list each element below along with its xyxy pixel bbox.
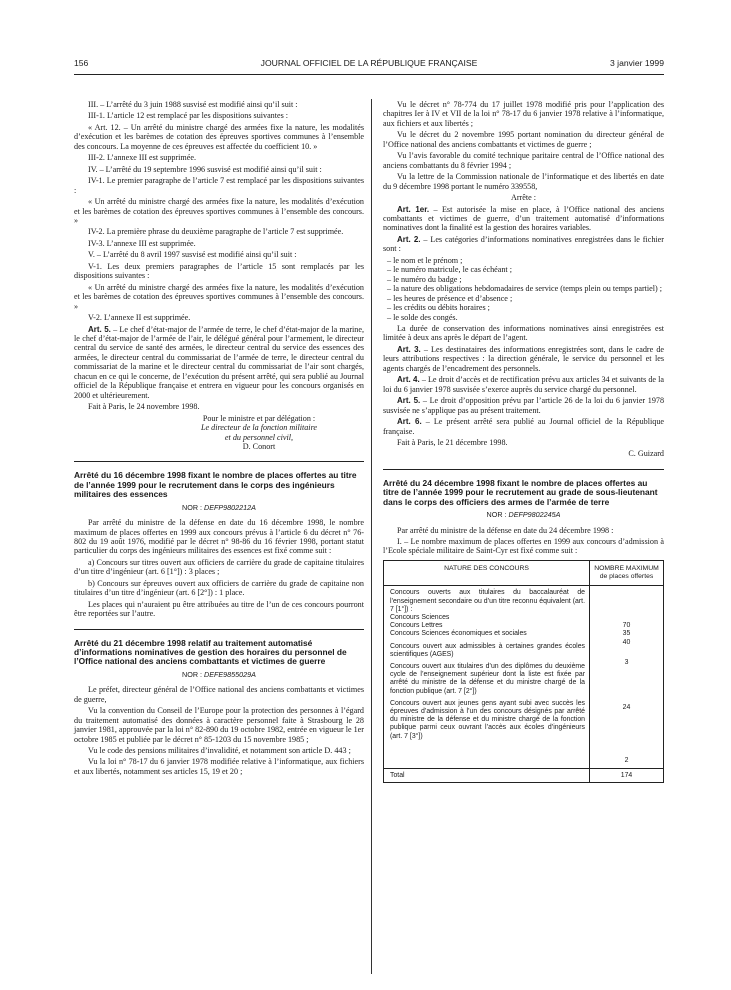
section-rule [74, 461, 364, 462]
concours-item: Concours ouvert aux admissibles à certaines grandes écoles scientifiques (AGES) [390, 642, 585, 658]
paragraph: Vu l’avis favorable du comité technique paritaire central de l’Office national des anciens combattants du 8 février 1994 ; [383, 151, 664, 170]
article-3 [383, 345, 664, 373]
table-header-row [384, 560, 664, 585]
paragraph: « Art. 12. – Un arrêté du ministre chargé des armées fixe la nature, les modalités d’exécution et les barèmes de cotation des épreuves sportives communes à l’ensemble des concours. La moyenne de ces épreuves est affectée du coefficient 10. » [74, 122, 364, 151]
paragraph: Le préfet, directeur général de l’Office national des anciens combattants et victimes de guerre, [74, 685, 364, 704]
article-label: Art. 1er. [397, 204, 430, 214]
article-label: Art. 5. [397, 396, 421, 406]
column-divider [371, 99, 372, 974]
table-cell: 174 [590, 768, 664, 782]
signature-line: Le directeur de la fonction militaire [200, 423, 318, 433]
nor-reference [383, 510, 664, 519]
header-line: de places offertes [599, 573, 654, 581]
places-value: 24 [622, 704, 631, 712]
section-rule [74, 629, 364, 630]
journal-title: JOURNAL OFFICIEL DE LA RÉPUBLIQUE FRANÇAISE [260, 58, 478, 68]
list-item: – le numéro matricule, le cas échéant ; [387, 265, 512, 275]
paragraph: Par arrêté du ministre de la défense en date du 16 décembre 1998, le nombre maximum de places offertes en 1999 aux concours prévus à l’article 6 du décret n° 76-802 du 19 août 1976, modifié par le décret n° 98-86 du 16 février 1998, portant statut particulier du corps des ingénieurs militaires des essences est fixé comme suit : [74, 518, 364, 556]
places-value: 2 [624, 757, 629, 765]
issue-date: 3 janvier 1999 [610, 58, 664, 68]
paragraph: IV-2. La première phrase du deuxième paragraphe de l’article 7 est supprimée. [88, 227, 344, 237]
header-line: NOMBRE MAXIMUM [594, 564, 659, 572]
paragraph: III. – L’arrêté du 3 juin 1988 susvisé est modifié ainsi qu’il suit : [88, 100, 298, 109]
paragraph: IV. – L’arrêté du 19 septembre 1996 susvisé est modifié ainsi qu’il suit : [88, 164, 322, 174]
paragraph: Les places qui n’auraient pu être attribuées au titre de l’un de ces concours pourront être reportées sur l’autre. [74, 599, 364, 619]
article-text: – Le droit d’opposition prévu par l’article 26 de la loi du 6 janvier 1978 susvisée ne s’applique pas au présent traitement. [383, 396, 665, 415]
paragraph: III-2. L’annexe III est supprimée. [88, 153, 196, 163]
concours-item: Concours ouvert aux titulaires d’un des diplômes du deuxième cycle de l’enseignement supérieur dont la liste est fixée par arrêté du ministre de la défense et du ministre chargé de la fonction publique (art. 7 [2°]) [390, 662, 585, 695]
paragraph: Par arrêté du ministre de la défense en date du 24 décembre 1998 : [397, 525, 614, 535]
page-header [74, 58, 664, 72]
article-text: – Le chef d’état-major de l’armée de terre, le chef d’état-major de la marine, le chef d’état-major de l’armée de l’air, le délégué général pour l’armement, le directeur central du service de santé des armées, le directeur central du service des essences des armées, le directeur central du commissariat de l’armée de terre, le directeur central du commissariat de la marine et le directeur central du commissariat de l’air sont chargés, chacun en ce qui le concerne, de l’exécution du présent arrêté, qui sera publié au Journal officiel de la République française et entrera en vigueur pour les concours organisés en 2000 et ultérieurement. [74, 324, 364, 400]
article-text: – Le présent arrêté sera publié au Journal officiel de la République française. [383, 417, 664, 436]
decree-title: Arrêté du 24 décembre 1998 fixant le nombre de places offertes au titre de l’année 1999 pour le recrutement au grade de sous-lieutenant dans le corps des officiers des armes de l’armée de terre [383, 477, 658, 507]
paragraph: b) Concours sur épreuves ouvert aux officiers de carrière du grade de capitaine non titulaires d’un titre d’ingénieur (art. 6 [2°]) : 1 place. [74, 578, 364, 598]
paragraph: Vu la loi n° 78-17 du 6 janvier 1978 modifiée relative à l’informatique, aux fichiers et aux libertés, notamment ses articles 15, 19 et 20 ; [74, 757, 364, 776]
article-text: – Le droit d’accès et de rectification prévu aux articles 34 et suivants de la loi du 6 janvier 1978 susvisée s’exerce auprès du service chargé du personnel. [383, 375, 664, 394]
nor-reference [74, 670, 364, 679]
list-item: – le nom et le prénom ; [387, 255, 463, 265]
nor-label: NOR : [182, 502, 204, 512]
article-2 [383, 235, 664, 254]
paragraph: Vu la lettre de la Commission nationale de l’informatique et des libertés en date du 9 décembre 1998 portant le numéro 339558, [383, 172, 664, 191]
concours-item: Concours ouvert aux jeunes gens ayant subi avec succès les épreuves d’admission à l’un des concours désignés par arrêté du ministre de la défense et du ministre chargé de la fonction publique parmi ceux ouvrant l’accès aux écoles d’ingénieurs (art. 7 [3°]) [390, 699, 585, 740]
list-item: – les crédits ou débits horaires ; [387, 303, 490, 313]
page-number: 156 [74, 58, 89, 68]
paragraph: V. – L’arrêté du 8 avril 1997 susvisé est modifié ainsi qu’il suit : [88, 250, 297, 260]
signature-line: Pour le ministre et par délégation : [202, 413, 316, 423]
table-cell [384, 586, 590, 768]
nor-label: NOR : [486, 510, 509, 520]
nor-code: DEFP9802245A [508, 510, 561, 520]
fait-a-paris: Fait à Paris, le 24 novembre 1998. [88, 402, 200, 412]
signature-block [74, 414, 364, 452]
concours-item: Concours Sciences [390, 613, 450, 621]
article-5 [74, 325, 364, 401]
concours-item: Concours Sciences économiques et sociales [390, 630, 527, 638]
article-1 [383, 205, 664, 233]
paragraph: « Un arrêté du ministre chargé des armées fixe la nature, les modalités d’exécution et les barèmes de cotation des épreuves sportives communes à l’ensemble des concours. » [74, 282, 364, 311]
fait-a-paris: Fait à Paris, le 21 décembre 1998. [397, 437, 508, 447]
article-label: Art. 3. [397, 344, 421, 354]
nor-code: DEFP9802212A [204, 502, 256, 512]
article-6 [383, 417, 664, 436]
article-label: Art. 4. [397, 375, 420, 385]
article-text: – Est autorisée la mise en place, à l’Office national des anciens combattants et victimes de guerre, d’un traitement automatisé d’informations nominatives dont la finalité est la gestion des horaires variables. [383, 204, 664, 233]
paragraph: I. – Le nombre maximum de places offertes en 1999 aux concours d’admission à l’Ecole spéciale militaire de Saint-Cyr est fixé comme suit : [383, 536, 664, 556]
signature-line: et du personnel civil, [224, 432, 294, 442]
list-item: – le numéro du badge ; [387, 274, 462, 284]
places-value: 40 [622, 638, 631, 646]
article-label: Art. 6. [397, 417, 422, 427]
list-item: – la nature des obligations hebdomadaires de service (temps plein ou temps partiel) ; [387, 284, 663, 294]
article-label: Art. 2. [397, 234, 421, 244]
article-text: – Les catégories d’informations nominatives enregistrées dans le fichier sont : [383, 234, 664, 254]
header-rule [74, 74, 664, 75]
article-5 [383, 396, 664, 415]
nor-code: DEFE9855029A [204, 669, 256, 679]
arrete-heading: Arrête : [510, 193, 537, 203]
table-cell: Total [384, 768, 590, 782]
signatory-name: C. Guizard [628, 449, 664, 459]
concours-group-text: Concours ouverts aux titulaires du baccalauréat de l’enseignement secondaire ou d’un titre reconnu équivalent (art. 7 [1°]) : [390, 589, 585, 613]
paragraph: IV-1. Le premier paragraphe de l’article 7 est remplacé par les dispositions suivantes : [74, 176, 364, 195]
nor-reference [74, 503, 364, 512]
concours-item: Concours Lettres [390, 622, 443, 630]
table-cell [590, 586, 664, 768]
nor-label: NOR : [182, 669, 204, 679]
left-column [74, 100, 364, 778]
section-rule [383, 469, 664, 470]
column-header: NATURE DES CONCOURS [384, 560, 590, 585]
places-value: 35 [622, 630, 631, 638]
paragraph: Vu le décret n° 78-774 du 17 juillet 1978 modifié pris pour l’application des chapitres Ier à IV et VII de la loi n° 78-17 du 6 janvier 1978 relative à l’informatique, aux fichiers et aux libertés ; [383, 100, 664, 128]
table-row [384, 586, 664, 768]
right-column [383, 100, 664, 783]
list-item: – le solde des congés. [387, 312, 458, 322]
paragraph: « Un arrêté du ministre chargé des armées fixe la nature, les modalités d’exécution et les barèmes de cotation des épreuves sportives communes à l’ensemble des concours. » [74, 197, 364, 225]
article-4 [383, 375, 664, 394]
decree-title: Arrêté du 21 décembre 1998 relatif au traitement automatisé d’informations nominatives de gestion des horaires du personnel de l’Office national des anciens combattants et victimes de guerre [74, 637, 347, 667]
places-table [383, 560, 664, 783]
article-label: Art. 5. [88, 324, 111, 334]
signatory-name: D. Conort [242, 441, 276, 451]
paragraph: Vu le décret du 2 novembre 1995 portant nomination du directeur général de l’Office national des anciens combattants et victimes de guerre ; [383, 130, 664, 149]
information-list [383, 256, 664, 322]
paragraph: a) Concours sur titres ouvert aux officiers de carrière du grade de capitaine titulaires d’un titre d’ingénieur (art. 6 [1°]) : 3 places ; [74, 557, 364, 577]
paragraph: III-1. L’article 12 est remplacé par les dispositions suivantes : [88, 111, 289, 121]
paragraph: Vu la convention du Conseil de l’Europe pour la protection des personnes à l’égard du traitement automatisé des données à caractère personnel faite à Strasbourg le 28 janvier 1981, approuvée par la loi n° 82-890 du 19 octobre 1982, entrée en vigueur le 1er octobre 1985 et publiée par le décret n° 85-1203 du 15 novembre 1985 ; [74, 706, 364, 744]
article-text: – Les destinataires des informations enregistrées sont, dans le cadre de leurs attributions respectives : la direction générale, le service du personnel et les agents chargés de l’encadrement des personnels. [383, 344, 664, 373]
decree-title: Arrêté du 16 décembre 1998 fixant le nombre de places offertes au titre de l’année 1999 pour le recrutement dans le corps des ingénieurs militaires des essences [74, 470, 357, 500]
paragraph: La durée de conservation des informations nominatives ainsi enregistrées est limitée à deux ans après le départ de l’agent. [383, 323, 664, 343]
places-value: 70 [622, 622, 631, 630]
table-total-row [384, 768, 664, 782]
paragraph: Vu le code des pensions militaires d’invalidité, et notamment son article D. 443 ; [88, 746, 351, 755]
column-header [590, 560, 664, 585]
places-value: 3 [624, 658, 629, 666]
paragraph: V-1. Les deux premiers paragraphes de l’article 15 sont remplacés par les dispositions suivantes : [74, 261, 364, 281]
paragraph: IV-3. L’annexe III est supprimée. [88, 238, 196, 248]
paragraph: V-2. L’annexe II est supprimée. [88, 313, 191, 323]
list-item: – les heures de présence et d’absence ; [387, 293, 513, 303]
